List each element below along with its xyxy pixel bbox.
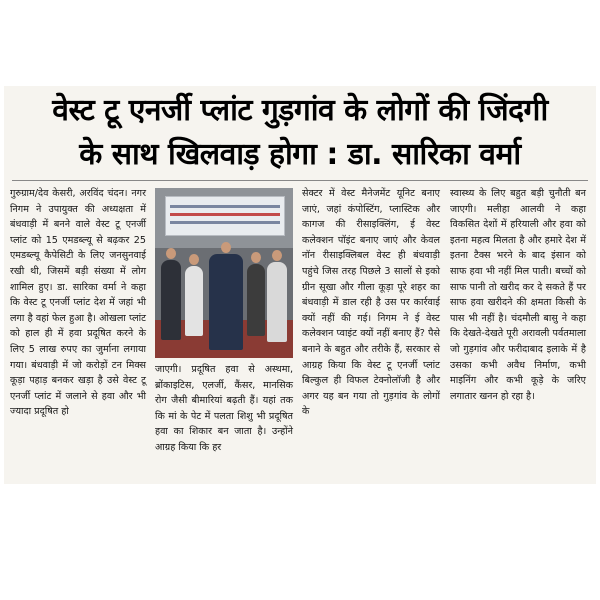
article-column-1 [10,186,146,420]
article-column-4 [450,186,586,404]
headline-divider [12,180,588,181]
photo-person [161,260,181,340]
photo-person [267,262,287,342]
article-text-col-2: जाएगी। प्रदूषित हवा से अस्थमा, ब्रोंकाइटिस, एलर्जी, कैंसर, मानसिक रोग जैसी बीमारियां बढ़ती हैं। यहां तक कि मां के पेट में पलता शिशु भी प्रदूषित हवा का शिकार बन जाता है। उन्होंने आग्रह किया कि हर [155,364,293,453]
article-text-col-3: सेक्टर में वेस्ट मैनेजमेंट यूनिट बनाए जाएं, जहां कंपोस्टिंग, प्लास्टिक और कागज की रीसाइक्लिंग, ई वेस्ट कलेक्शन पॉइंट बनाए जाएं और केवल नॉन रीसाइक्लिबल वेस्ट ही बंधवाड़ी पहुंचे जिस तरह पिछले 3 सालों से इको ग्रीन सूखा और गीला कूड़ा पूरे शहर का बंधवाड़ी में डाल रही है उस पर कार्रवाई क्यों नहीं की गई। निगम ने ई वेस्ट कलेक्शन प्वाइंट क्यों नहीं बनाए हैं? पैसे बनाने के बहुत और तरीके हैं, सरकार से आग्रह किया कि वेस्ट टू एनर्जी प्लांट बिल्कुल ही विफल टेक्नोलॉजी है और अगर यह बन गया तो गुड़गांव के लोगों के [302,188,440,418]
article-column-2 [155,362,293,456]
photo-person [185,266,203,336]
article-text-col-4: स्वास्थ्य के लिए बहुत बड़ी चुनौती बन जाएगी। मलीहा आलवी ने कहा विकसित देशों में हरियाली और हवा को इतना महत्व मिलता है और हमारे देश में इतना टैक्स भरने के बाद इंसान को साफ हवा भी नहीं मिल पाती। बच्चों को साफ पानी तो खरीद कर दे सकते हैं पर साफ हवा खरीदने की क्षमता किसी के पास भी नहीं है। चंदमौली बासु ने कहा कि देखते-देखते पूरी अरावली पर्वतमाला जो गुड़गांव और फरीदाबाद इलाके में है उसका कभी अवैध निर्माण, कभी माइनिंग और कभी कूड़े के जरिए लगातार खनन हो रहा है। [450,188,586,402]
article-column-3 [302,186,440,420]
protest-photo [155,188,293,358]
photo-banner [165,196,285,236]
headline-line-1: वेस्ट टू एनर्जी प्लांट गुड़गांव के लोगों की जिंदगी [52,93,548,128]
article-text-col-1: गुरुग्राम/देव केसरी, अरविंद चंदन। नगर निगम ने उपायुक्त की अध्यक्षता में बंधवाड़ी में बनने वाले वेस्ट टू एनर्जी प्लांट को 15 एमडब्ल्यू से बढ़कर 25 एमडब्ल्यू कैपेसिटी के लिए जनसुनवाई रखी थी, जिसमें बड़ी संख्या में लोग शामिल हुए। डा. सारिका वर्मा ने कहा कि वेस्ट टू एनर्जी प्लांट देश में जहां भी लगा है वहां फेल हुआ है। ओखला प्लांट को हाल ही में हवा प्रदूषित करने के लिए 5 लाख रुपए का जुर्माना लगाया गया। बंधवाड़ी में जो करोड़ों टन मिक्स कूड़ा पहाड़ बनकर खड़ा है उसे वेस्ट टू एनर्जी प्लांट में जलाने से हवा और भी ज्यादा प्रदूषित हो [10,188,146,418]
headline-line-2: के साथ खिलवाड़ होगा : डा. सारिका वर्मा [79,137,521,172]
photo-person [209,254,243,350]
photo-person [247,264,265,336]
